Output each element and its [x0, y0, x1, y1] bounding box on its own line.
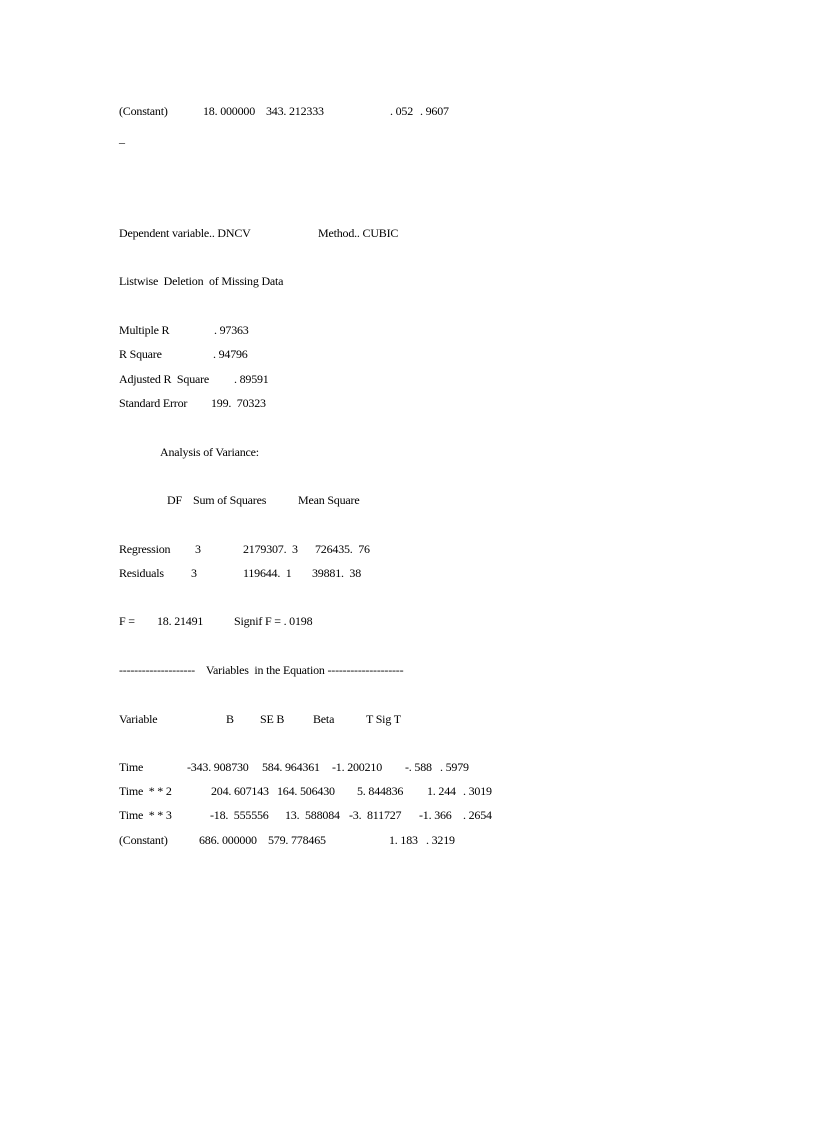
constant-t: . 052 [390, 104, 414, 118]
equation-row-beta: -3. 811727 [349, 808, 402, 822]
equation-row [0, 784, 816, 798]
anova-row [0, 542, 816, 556]
anova-row-label: Regression [119, 542, 171, 556]
equation-row [0, 760, 816, 774]
equation-divider: -------------------- Variables in the Equation -------------------- [119, 663, 404, 677]
anova-header-row [0, 493, 816, 507]
equation-row-b: 686. 000000 [199, 833, 257, 847]
constant-se-b: 343. 212333 [266, 104, 324, 118]
constant-label: (Constant) [119, 104, 168, 118]
fit-stat-row [0, 396, 816, 410]
equation-row [0, 833, 816, 847]
equation-row-t: -. 588 [405, 760, 432, 774]
fit-stat-row [0, 347, 816, 361]
equation-row-label: (Constant) [119, 833, 168, 847]
anova-row-label: Residuals [119, 566, 164, 580]
equation-row-t: 1. 183 [389, 833, 418, 847]
equation-row-t: -1. 366 [419, 808, 452, 822]
anova-row-df: 3 [191, 566, 197, 580]
anova-col-df: DF [167, 493, 182, 507]
equation-row-sig-t: . 3019 [463, 784, 492, 798]
equation-row-sig-t: . 3219 [426, 833, 455, 847]
constant-b: 18. 000000 [203, 104, 256, 118]
header-row [0, 226, 816, 240]
method: Method.. CUBIC [318, 226, 399, 240]
dash-mark: _ [119, 131, 125, 145]
equation-row [0, 808, 816, 822]
fit-stat-value: 199. 70323 [211, 396, 266, 410]
dependent-variable: Dependent variable.. DNCV [119, 226, 251, 240]
equation-row-b: -343. 908730 [187, 760, 249, 774]
equation-row-se-b: 13. 588084 [285, 808, 340, 822]
f-stat-row [0, 614, 816, 628]
anova-row-df: 3 [195, 542, 201, 556]
equation-col-t-sig: T Sig T [366, 712, 401, 726]
equation-row-b: 204. 607143 [211, 784, 269, 798]
equation-col-b: B [226, 712, 234, 726]
listwise-deletion: Listwise Deletion of Missing Data [119, 274, 284, 288]
equation-row-beta: 5. 844836 [357, 784, 404, 798]
signif-f: Signif F = . 0198 [234, 614, 313, 628]
constant-sig-t: . 9607 [420, 104, 449, 118]
fit-stat-label: Adjusted R Square [119, 372, 210, 386]
equation-col-variable: Variable [119, 712, 158, 726]
equation-row-label: Time * * 2 [119, 784, 172, 798]
equation-row-se-b: 579. 778465 [268, 833, 326, 847]
fit-stat-value: . 94796 [213, 347, 248, 361]
equation-row-label: Time * * 3 [119, 808, 172, 822]
equation-row-se-b: 584. 964361 [262, 760, 320, 774]
equation-row-se-b: 164. 506430 [277, 784, 335, 798]
equation-row-beta: -1. 200210 [332, 760, 382, 774]
anova-col-ss: Sum of Squares [193, 493, 267, 507]
fit-stat-label: R Square [119, 347, 162, 361]
fit-stat-row [0, 323, 816, 337]
equation-header-row [0, 712, 816, 726]
equation-row-sig-t: . 2654 [463, 808, 492, 822]
f-label: F = [119, 614, 135, 628]
fit-stat-value: . 89591 [234, 372, 269, 386]
top-constant-row [0, 104, 816, 118]
fit-stat-row [0, 372, 816, 386]
equation-col-se-b: SE B [260, 712, 285, 726]
fit-stat-label: Standard Error [119, 396, 188, 410]
equation-row-t: 1. 244 [427, 784, 456, 798]
anova-row-ss: 119644. 1 [243, 566, 292, 580]
anova-title: Analysis of Variance: [160, 445, 259, 459]
anova-row-ms: 39881. 38 [312, 566, 362, 580]
equation-row-sig-t: . 5979 [440, 760, 469, 774]
anova-row-ss: 2179307. 3 [243, 542, 298, 556]
anova-row-ms: 726435. 76 [315, 542, 370, 556]
fit-stat-value: . 97363 [214, 323, 249, 337]
equation-row-label: Time [119, 760, 144, 774]
equation-row-b: -18. 555556 [210, 808, 269, 822]
anova-row [0, 566, 816, 580]
equation-col-beta: Beta [313, 712, 335, 726]
fit-stat-label: Multiple R [119, 323, 170, 337]
anova-col-ms: Mean Square [298, 493, 360, 507]
f-value: 18. 21491 [157, 614, 204, 628]
